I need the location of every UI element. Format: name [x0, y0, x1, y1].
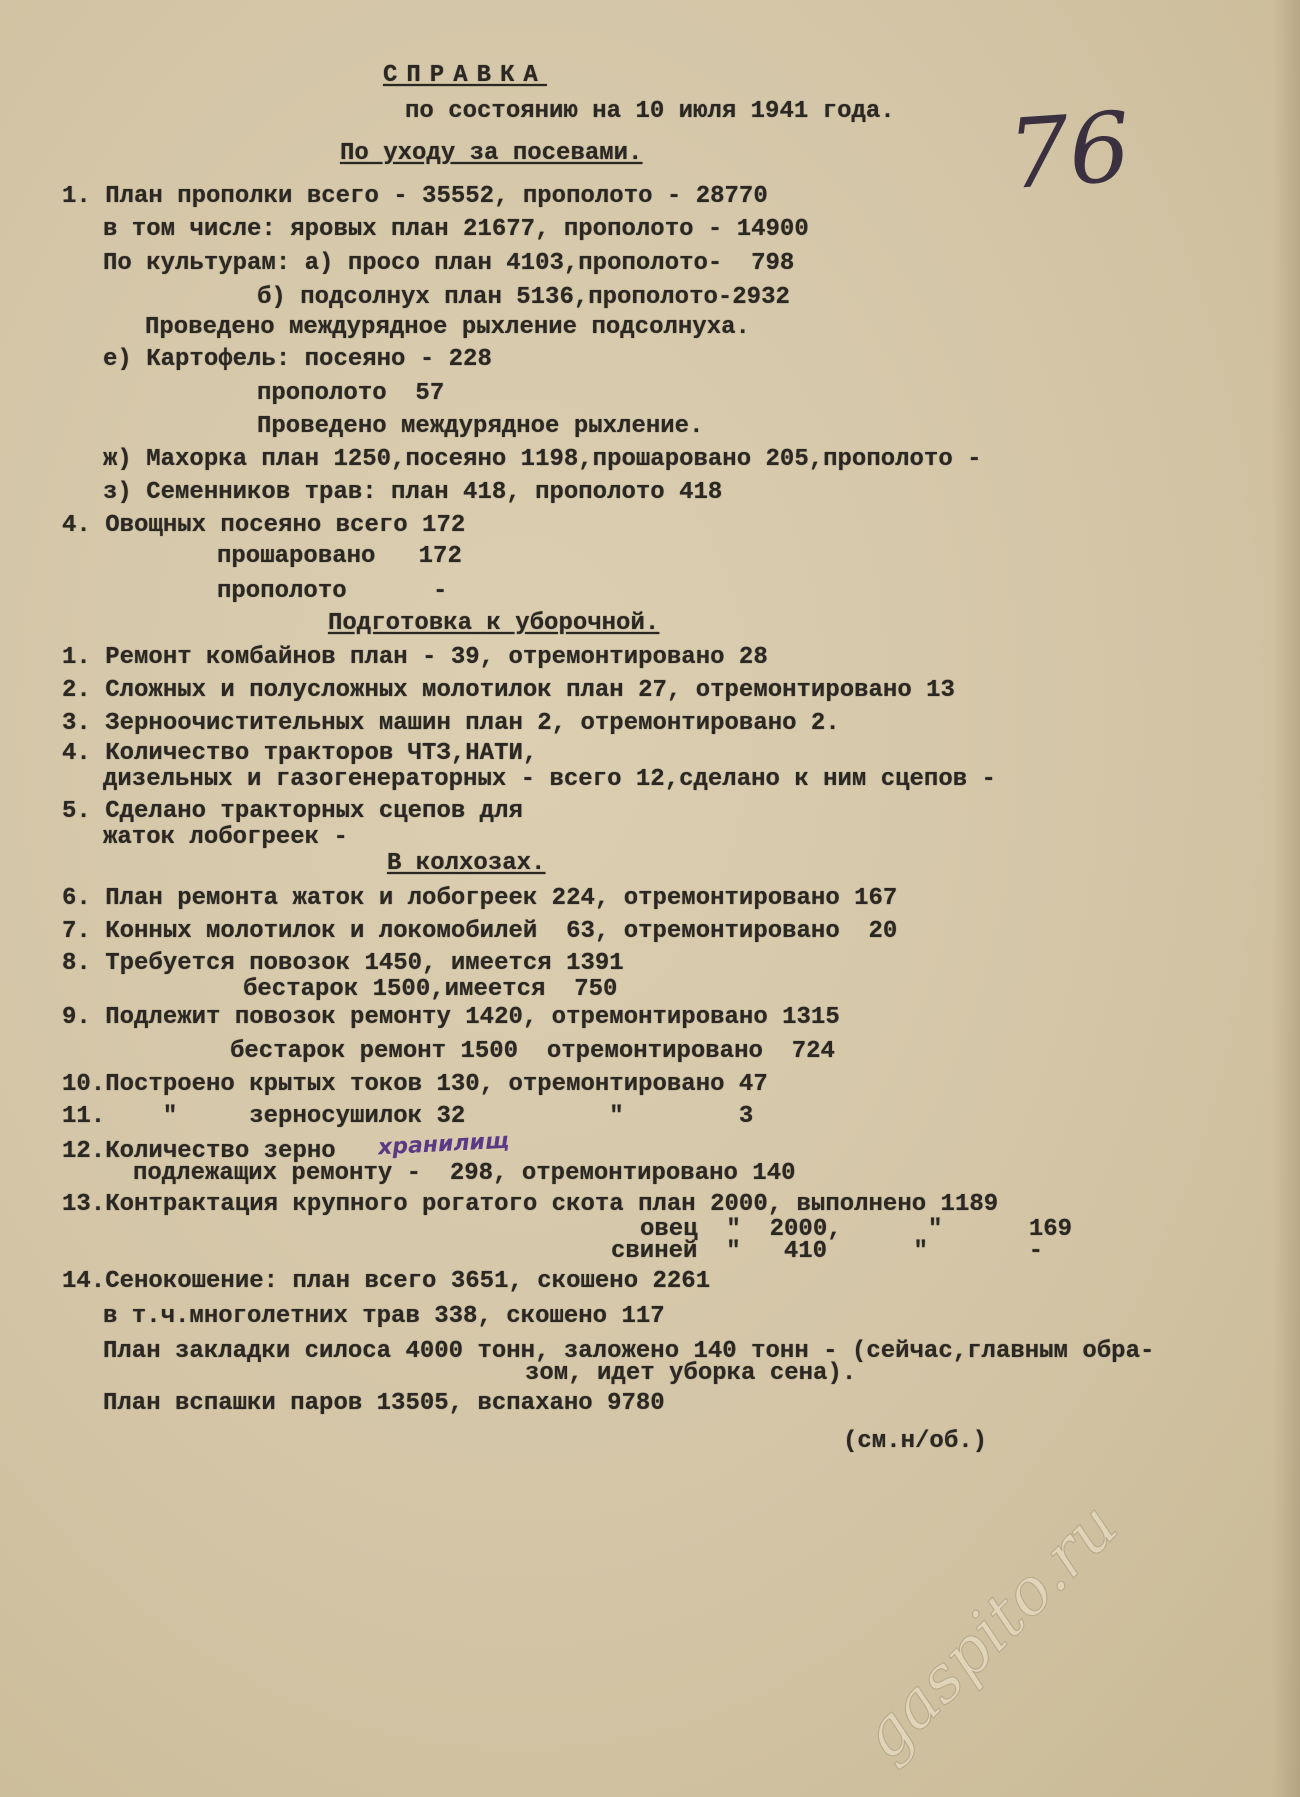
- text-line: прошаровано 172: [217, 543, 462, 570]
- text-line: б) подсолнух план 5136,прополото-2932: [257, 284, 790, 311]
- text-line: 12.Количество зерно: [62, 1138, 336, 1165]
- text-line: 6. План ремонта жаток и лобогреек 224, отремонтировано 167: [62, 885, 898, 912]
- text-line: 4. Количество тракторов ЧТЗ,НАТИ,: [62, 740, 538, 767]
- text-line: План вспашки паров 13505, вспахано 9780: [103, 1390, 665, 1417]
- purple-handwritten-insert: хранилищ: [377, 1128, 510, 1161]
- handwritten-page-number: 76: [1004, 90, 1134, 212]
- text-line: бестарок 1500,имеется 750: [243, 976, 618, 1003]
- continued-overleaf-note: (см.н/об.): [843, 1428, 988, 1455]
- text-line: подлежащих ремонту - 298, отремонтировано 140: [133, 1160, 796, 1187]
- text-line: 7. Конных молотилок и локомобилей 63, отремонтировано 20: [62, 918, 898, 945]
- text-line: 11. " зерносушилок 32 " 3: [62, 1103, 754, 1130]
- text-line: План закладки силоса 4000 тонн, заложено 140 тонн - (сейчас,главным обра-: [103, 1338, 1155, 1365]
- text-line: Проведено междурядное рыхление подсолнуха.: [145, 314, 750, 341]
- text-line: 1. Ремонт комбайнов план - 39, отремонтировано 28: [62, 644, 768, 671]
- text-line: ж) Махорка план 1250,посеяно 1198,прошаровано 205,прополото -: [103, 446, 982, 473]
- text-line: з) Семенников трав: план 418, прополото 418: [103, 479, 723, 506]
- text-line: прополото 57: [257, 380, 445, 407]
- text-line: Проведено междурядное рыхление.: [257, 413, 704, 440]
- text-line: бестарок ремонт 1500 отремонтировано 724: [230, 1038, 835, 1065]
- section-heading-collective-farms: В колхозах.: [387, 850, 546, 877]
- paper-edge-shadow: [1272, 0, 1300, 1797]
- date-line: по состоянию на 10 июля 1941 года.: [405, 98, 895, 125]
- text-line: 4. Овощных посеяно всего 172: [62, 512, 466, 539]
- text-line: овец " 2000, " 169: [640, 1216, 1073, 1243]
- text-line: 5. Сделано тракторных сцепов для: [62, 798, 523, 825]
- text-line: прополото -: [217, 578, 448, 605]
- text-line: 10.Построено крытых токов 130, отремонтировано 47: [62, 1071, 768, 1098]
- section-heading-harvest-prep: Подготовка к уборочной.: [328, 610, 660, 637]
- text-line: 13.Контрактация крупного рогатого скота план 2000, выполнено 1189: [62, 1191, 999, 1218]
- text-line: жаток лобогреек -: [103, 824, 348, 851]
- section-heading-crop-care: По уходу за посевами.: [340, 140, 643, 167]
- text-line: 9. Подлежит повозок ремонту 1420, отремонтировано 1315: [62, 1004, 840, 1031]
- text-line: По культурам: а) просо план 4103,прополото- 798: [103, 250, 795, 277]
- text-line: дизельных и газогенераторных - всего 12,сделано к ним сцепов -: [103, 766, 996, 793]
- text-line: в т.ч.многолетних трав 338, скошено 117: [103, 1303, 665, 1330]
- archive-watermark: gaspito.ru: [847, 1489, 1133, 1774]
- text-line: 8. Требуется повозок 1450, имеется 1391: [62, 950, 624, 977]
- document-title: СПРАВКА: [383, 62, 547, 89]
- text-line: свиней " 410 " -: [611, 1238, 1044, 1265]
- text-line: в том числе: яровых план 21677, прополото - 14900: [103, 216, 809, 243]
- text-line: 3. Зерноочистительных машин план 2, отремонтировано 2.: [62, 710, 840, 737]
- text-line: е) Картофель: посеяно - 228: [103, 346, 492, 373]
- text-line: 2. Сложных и полусложных молотилок план 27, отремонтировано 13: [62, 677, 955, 704]
- text-line: 1. План прополки всего - 35552, прополото - 28770: [62, 183, 768, 210]
- text-line: 14.Сенокошение: план всего 3651, скошено 2261: [62, 1268, 711, 1295]
- text-line: зом, идет уборка сена).: [525, 1360, 857, 1387]
